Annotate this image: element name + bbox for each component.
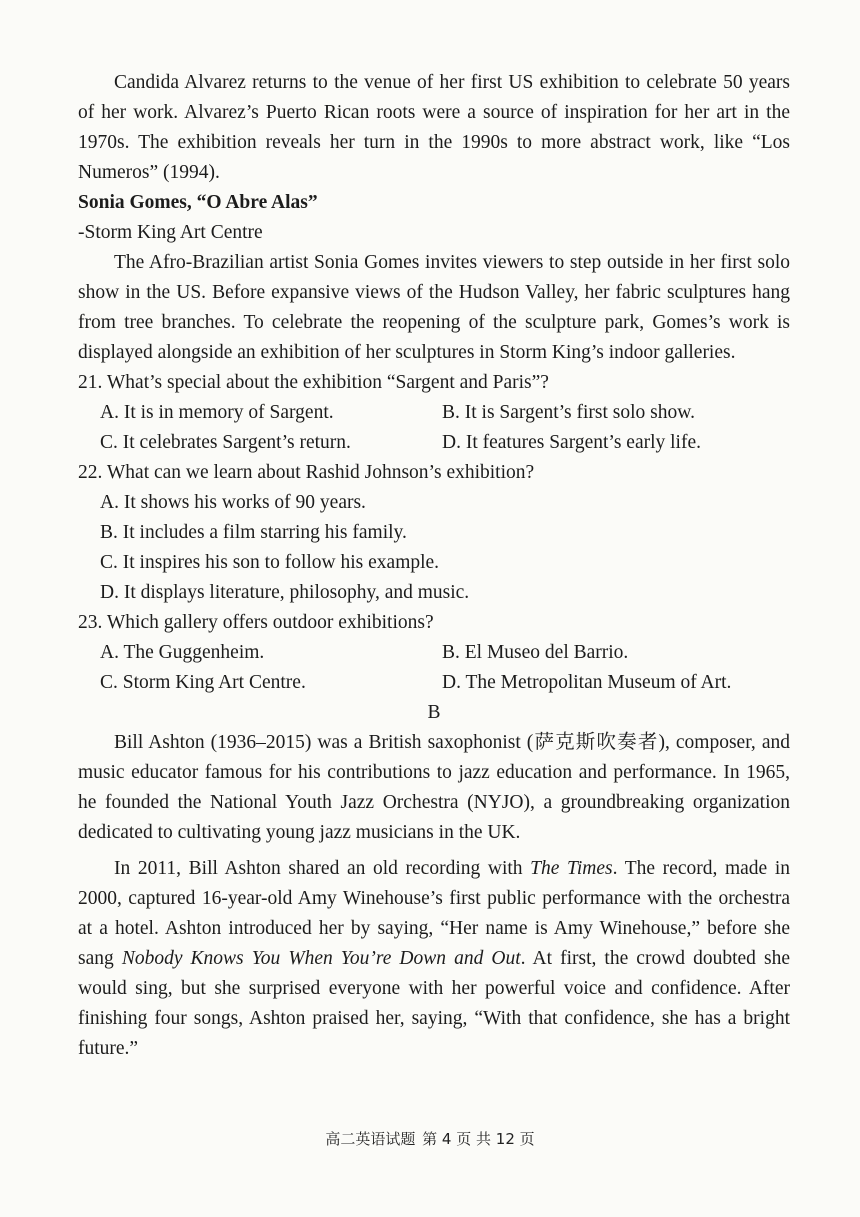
question-23-stem: 23. Which gallery offers outdoor exhibitions? xyxy=(78,612,434,633)
q21-option-d[interactable]: D. It features Sargent’s early life. xyxy=(442,432,702,453)
bill-ashton-paragraph-1: Bill Ashton (1936–2015) was a British saxophonist (萨克斯吹奏者), composer, and music educator famous for his contributions to jazz education and performance. In 1965, he founded the National Youth Jazz Orchestra (NYJO), a groundbreaking organization dedicated to cultivating young jazz musicians in the UK. xyxy=(78,732,790,843)
page-footer xyxy=(0,1124,860,1154)
para2-text-b: . The record, made in 2000, captured 16-year-old Amy Winehouse’s first public performance with the orchestra at a hotel. Ashton introduced her by saying, “Her name is Amy Winehouse,” before she sang xyxy=(78,858,790,969)
q22-option-a[interactable]: A. It shows his works of 90 years. xyxy=(100,492,366,513)
page-content xyxy=(78,68,790,1064)
q21-option-c[interactable]: C. It celebrates Sargent’s return. xyxy=(100,432,351,453)
question-21-stem: 21. What’s special about the exhibition “Sargent and Paris”? xyxy=(78,372,549,393)
footer-page-number: 第 4 页 共 12 页 xyxy=(422,1130,535,1148)
question-21 xyxy=(78,368,790,458)
storm-king-venue: -Storm King Art Centre xyxy=(78,222,263,243)
q22-option-c[interactable]: C. It inspires his son to follow his example. xyxy=(100,552,440,573)
para2-text-c: . At first, the crowd doubted she would sing, but she surprised everyone with her powerful voice and confidence. After finishing four songs, Ashton praised her, saying, “With that confidence, she has a bright future.” xyxy=(78,948,790,1059)
question-22-stem: 22. What can we learn about Rashid Johnson’s exhibition? xyxy=(78,462,535,483)
bill-ashton-paragraph-2 xyxy=(78,854,790,1064)
candida-alvarez-paragraph: Candida Alvarez returns to the venue of her first US exhibition to celebrate 50 years of her work. Alvarez’s Puerto Rican roots were a source of inspiration for her art in the 1970s. The exhibition reveals her turn in the 1990s to more abstract work, like “Los Numeros” (1994). xyxy=(78,72,790,183)
sonia-gomes-title: Sonia Gomes, “O Abre Alas” xyxy=(78,192,318,213)
q22-option-b[interactable]: B. It includes a film starring his family. xyxy=(100,522,407,543)
question-22 xyxy=(78,458,790,608)
question-21-options xyxy=(78,398,790,458)
sonia-gomes-paragraph: The Afro-Brazilian artist Sonia Gomes invites viewers to step outside in her first solo show in the US. Before expansive views of the Hudson Valley, her fabric sculptures hang from tree branches. To celebrate the reopening of the sculpture park, Gomes’s work is displayed alongside an exhibition of her sculptures in Storm King’s indoor galleries. xyxy=(78,252,790,363)
q21-option-a[interactable]: A. It is in memory of Sargent. xyxy=(100,402,334,423)
question-22-options xyxy=(78,488,790,608)
q23-option-d[interactable]: D. The Metropolitan Museum of Art. xyxy=(442,672,732,693)
q23-option-a[interactable]: A. The Guggenheim. xyxy=(100,642,265,663)
q21-option-b[interactable]: B. It is Sargent’s first solo show. xyxy=(442,402,695,423)
the-times-title: The Times xyxy=(530,858,613,879)
song-title: Nobody Knows You When You’re Down and Out xyxy=(121,948,521,969)
q22-option-d[interactable]: D. It displays literature, philosophy, and music. xyxy=(100,582,470,603)
footer-exam-title: 高二英语试题 xyxy=(325,1130,416,1148)
question-23-options xyxy=(78,638,790,698)
q23-option-c[interactable]: C. Storm King Art Centre. xyxy=(100,672,306,693)
question-23 xyxy=(78,608,790,698)
q23-option-b[interactable]: B. El Museo del Barrio. xyxy=(442,642,629,663)
section-b-heading: B xyxy=(427,702,441,723)
para2-text-a: In 2011, Bill Ashton shared an old recording with xyxy=(114,858,531,879)
